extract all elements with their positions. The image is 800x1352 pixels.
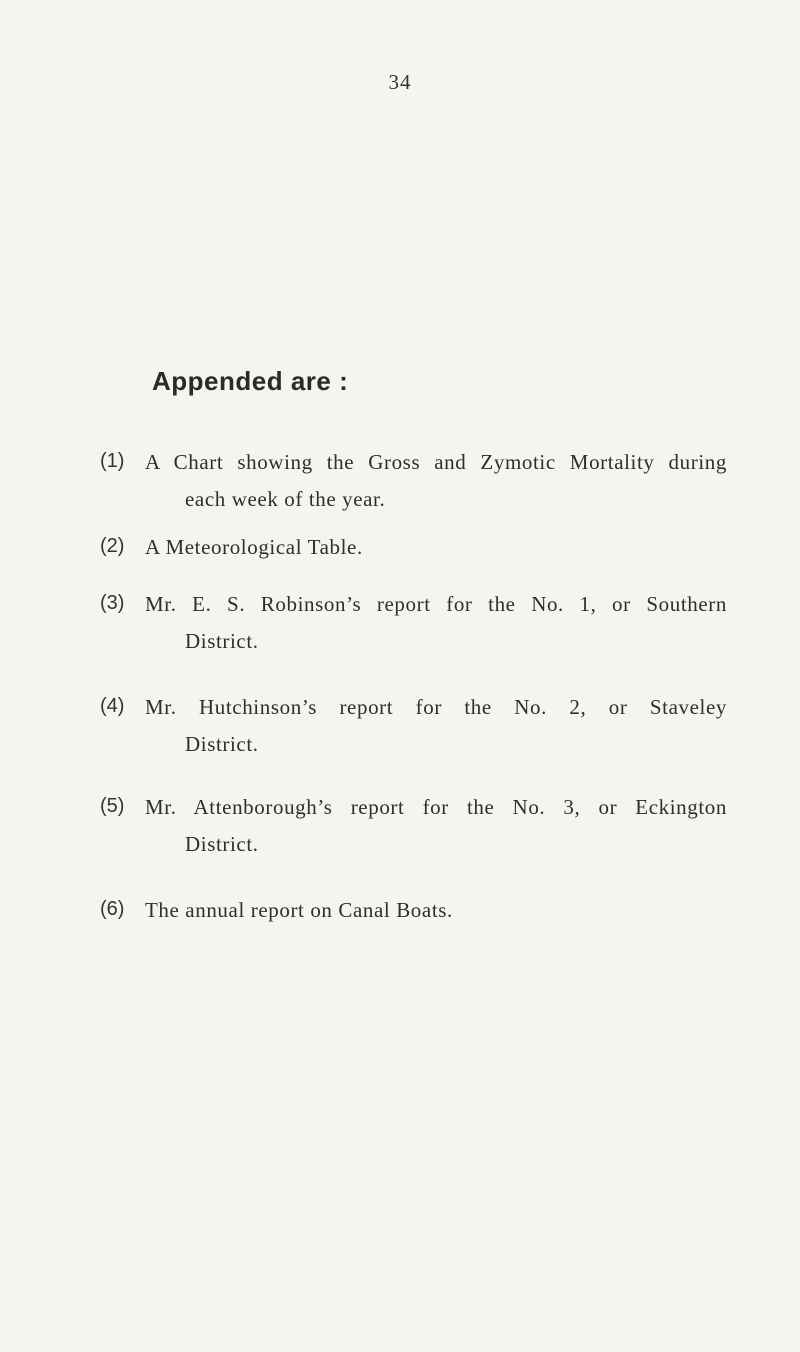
- item-number: (5): [100, 795, 125, 817]
- item-number: (3): [100, 592, 125, 614]
- item-text: The annual report on Canal Boats.: [145, 898, 453, 922]
- item-text: A Chart showing the Gross and Zymotic Mortality during: [145, 450, 727, 474]
- item-text: Mr. Hutchinson’s report for the No. 2, or Staveley: [145, 695, 727, 719]
- section-heading: Appended are :: [152, 366, 349, 396]
- item-number: (4): [100, 695, 125, 717]
- item-text: Mr. E. S. Robinson’s report for the No. 1, or Southern: [145, 592, 727, 616]
- item-text-continuation: District.: [185, 832, 259, 856]
- item-text-continuation: each week of the year.: [185, 487, 386, 511]
- item-text-continuation: District.: [185, 629, 259, 653]
- item-text: Mr. Attenborough’s report for the No. 3, or Eckington: [145, 795, 727, 819]
- page-number: 34: [388, 70, 412, 94]
- item-number: (2): [100, 535, 125, 557]
- item-text: A Meteorological Table.: [145, 535, 363, 559]
- item-text-continuation: District.: [185, 732, 259, 756]
- item-number: (6): [100, 898, 125, 920]
- item-number: (1): [100, 450, 125, 472]
